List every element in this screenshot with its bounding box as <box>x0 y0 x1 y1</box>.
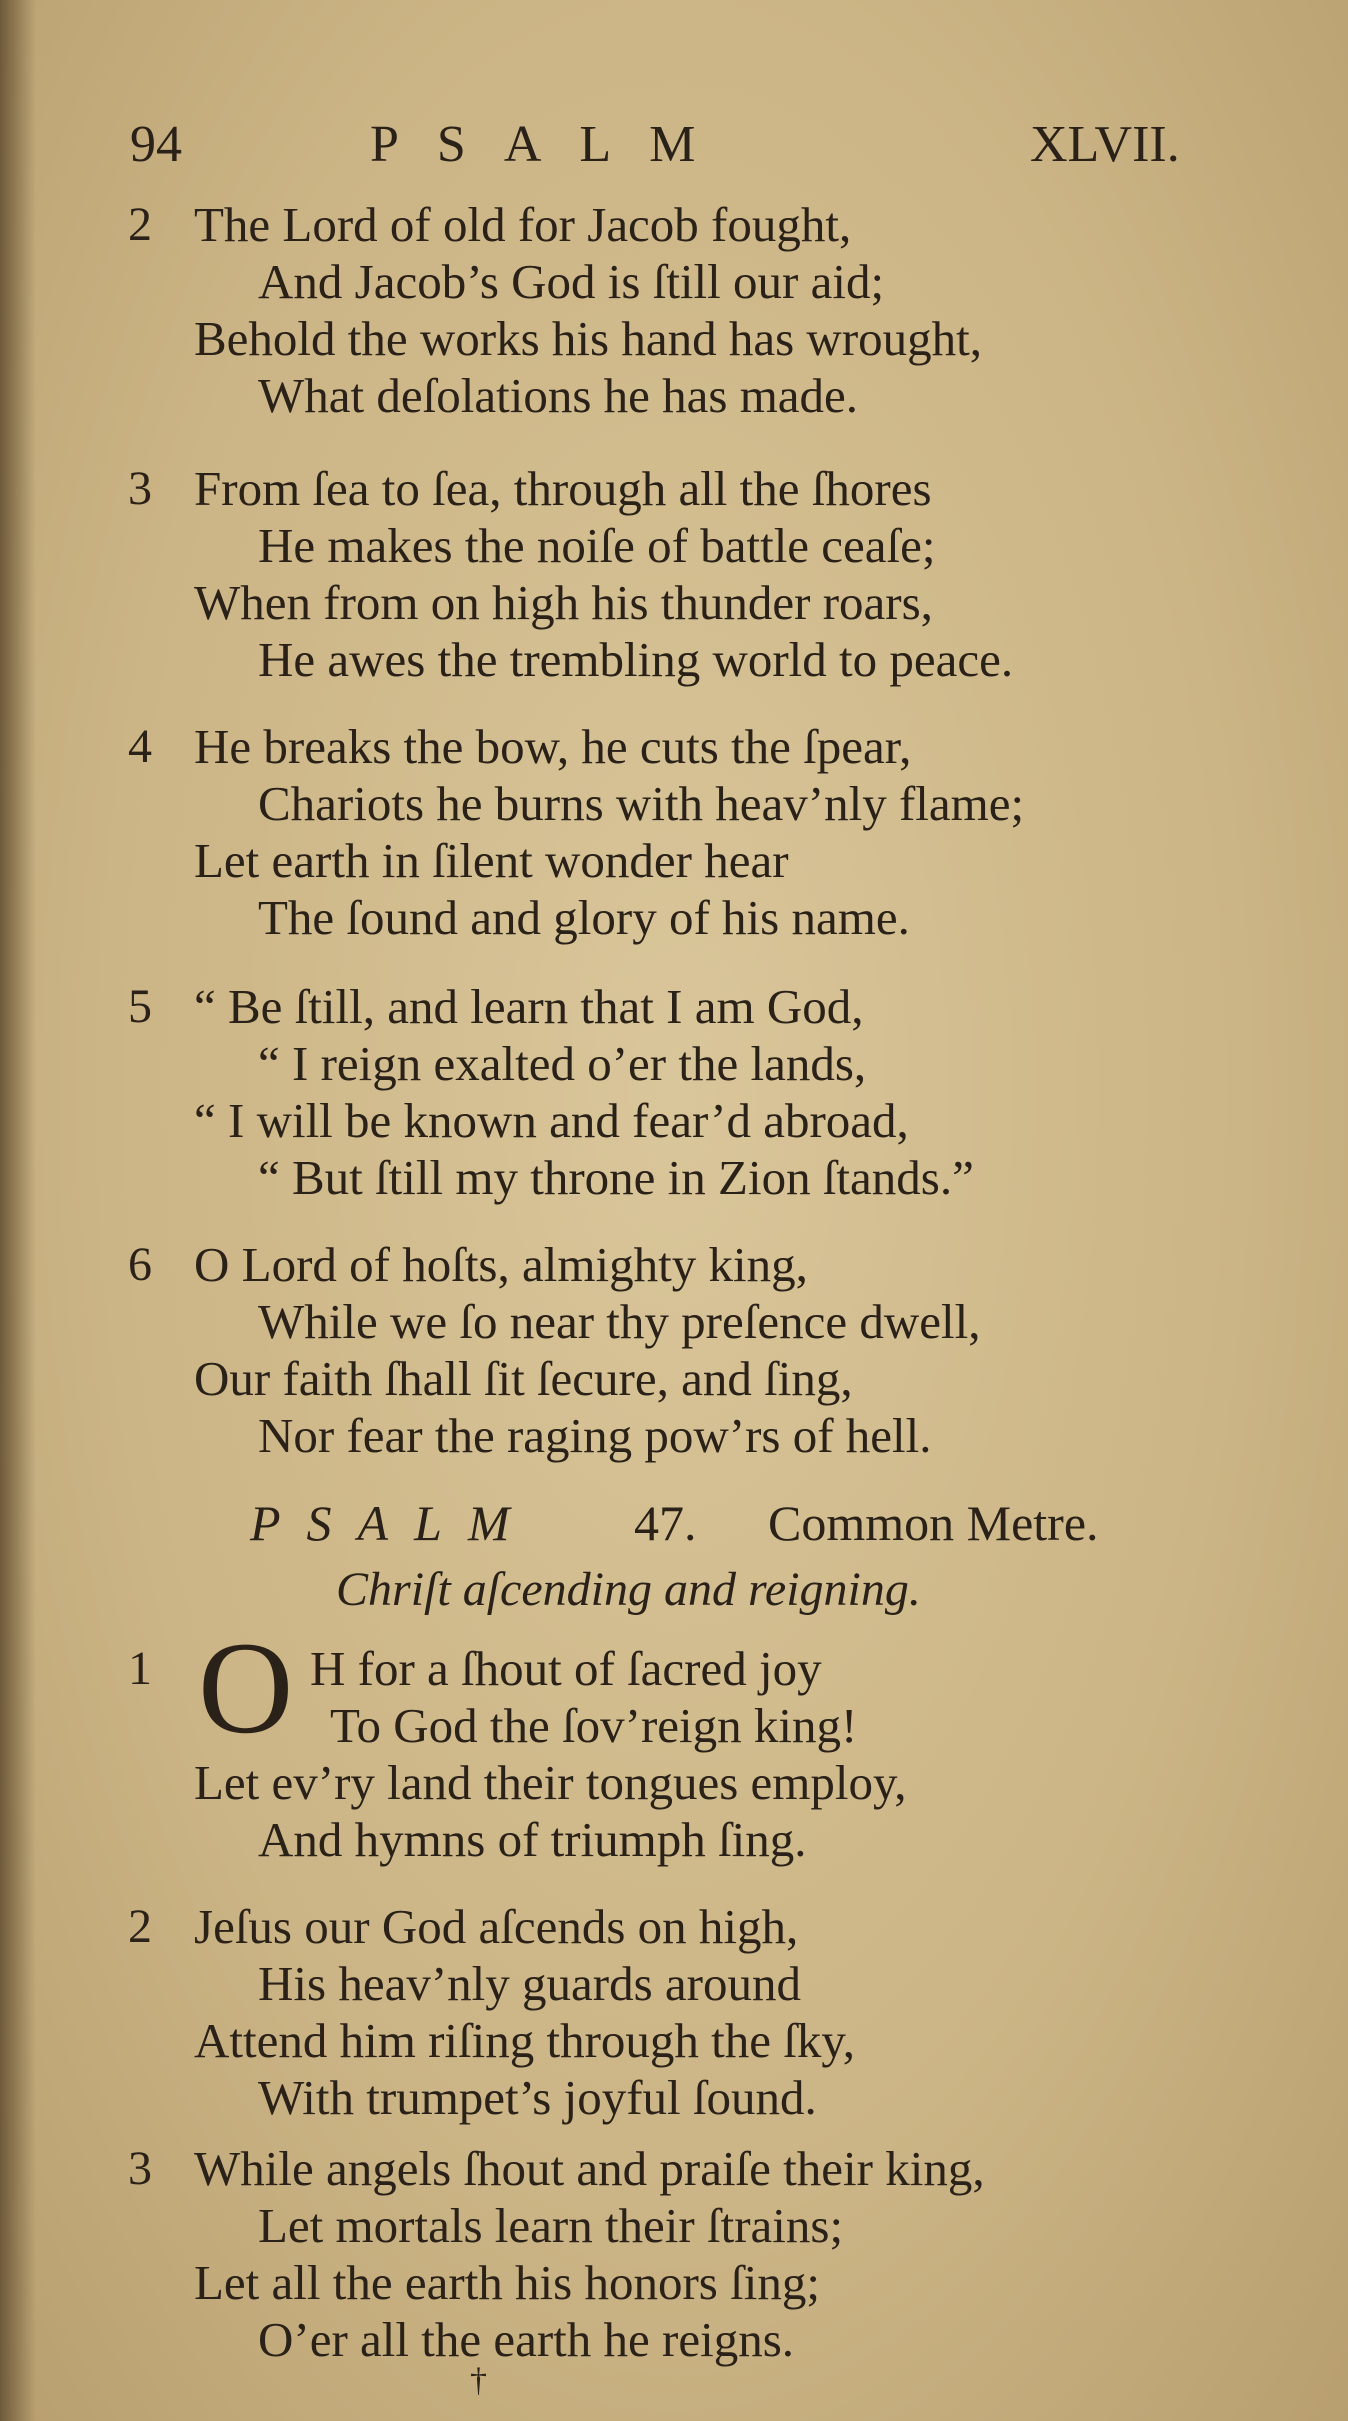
stanza-number: 5 <box>128 980 152 1033</box>
running-header <box>130 110 1180 180</box>
verse-line: Attend him riſing through the ſky, <box>194 2013 855 2068</box>
psalm-subtitle: Chriſt aſcending and reigning. <box>336 1563 921 1616</box>
verse-line: And Jacob’s God is ſtill our aid; <box>258 254 885 309</box>
drop-cap: O <box>198 1614 294 1761</box>
stanza-number: 1 <box>128 1642 152 1695</box>
psalm-heading <box>250 1492 1200 1554</box>
verse-line: While we ſo near thy preſence dwell, <box>258 1294 981 1349</box>
psalm-meter: Common Metre. <box>768 1495 1099 1551</box>
verse-line: Let all the earth his honors ſing; <box>194 2255 820 2310</box>
header-psalm-numeral: XLVII. <box>1030 116 1180 173</box>
verse-line: “ I reign exalted o’er the lands, <box>258 1036 867 1091</box>
verse-line: Let mortals learn their ſtrains; <box>258 2198 844 2253</box>
verse-line: Jeſus our God aſcends on high, <box>194 1899 799 1954</box>
verse-line: With trumpet’s joyful ſound. <box>258 2070 817 2125</box>
verse-line: What deſolations he has made. <box>258 368 859 423</box>
verse-line: O’er all the earth he reigns. <box>258 2312 795 2367</box>
verse-line: From ſea to ſea, through all the ſhores <box>194 461 932 516</box>
verse-line: Behold the works his hand has wrought, <box>194 311 982 366</box>
verse-line: O Lord of hoſts, almighty king, <box>194 1237 808 1292</box>
verse-line: “ But ſtill my throne in Zion ſtands.” <box>258 1150 974 1205</box>
verse-line: The ſound and glory of his name. <box>258 890 910 945</box>
verse-line: Let earth in ſilent wonder hear <box>194 833 789 888</box>
verse-line: While angels ſhout and praiſe their king, <box>194 2141 985 2196</box>
verse-line: When from on high his thunder roars, <box>194 575 933 630</box>
verse-line: He makes the noiſe of battle ceaſe; <box>258 518 936 573</box>
psalm-title: PSALM <box>250 1495 536 1551</box>
verse-line: To God the ſov’reign king! <box>330 1698 858 1753</box>
stanza-number: 2 <box>128 198 152 251</box>
stanza-number: 2 <box>128 1900 152 1953</box>
verse-line: His heav’nly guards around <box>258 1956 801 2011</box>
verse-line: “ Be ſtill, and learn that I am God, <box>194 979 864 1034</box>
page-number: 94 <box>130 116 182 173</box>
verse-line: He awes the trembling world to peace. <box>258 632 1014 687</box>
verse-line: “ I will be known and fear’d abroad, <box>194 1093 909 1148</box>
verse-line: He breaks the bow, he cuts the ſpear, <box>194 719 912 774</box>
psalm-number: 47. <box>634 1495 697 1551</box>
stanza-number: 3 <box>128 462 152 515</box>
stanza-number: 4 <box>128 720 152 773</box>
verse-line: Nor fear the raging pow’rs of hell. <box>258 1408 932 1463</box>
page-gutter-shadow <box>0 0 36 2421</box>
stanza-number: 6 <box>128 1238 152 1291</box>
verse-line: Let ev’ry land their tongues employ, <box>194 1755 907 1810</box>
verse-line: Our faith ſhall ſit ſecure, and ſing, <box>194 1351 853 1406</box>
catchword-mark: † <box>470 2362 487 2399</box>
verse-line: Chariots he burns with heav’nly flame; <box>258 776 1025 831</box>
verse-line: H for a ſhout of ſacred joy <box>310 1641 822 1696</box>
stanza-number: 3 <box>128 2142 152 2195</box>
verse-line: And hymns of triumph ſing. <box>258 1812 807 1867</box>
verse-line: The Lord of old for Jacob fought, <box>194 197 852 252</box>
header-title: PSALM <box>370 116 734 173</box>
